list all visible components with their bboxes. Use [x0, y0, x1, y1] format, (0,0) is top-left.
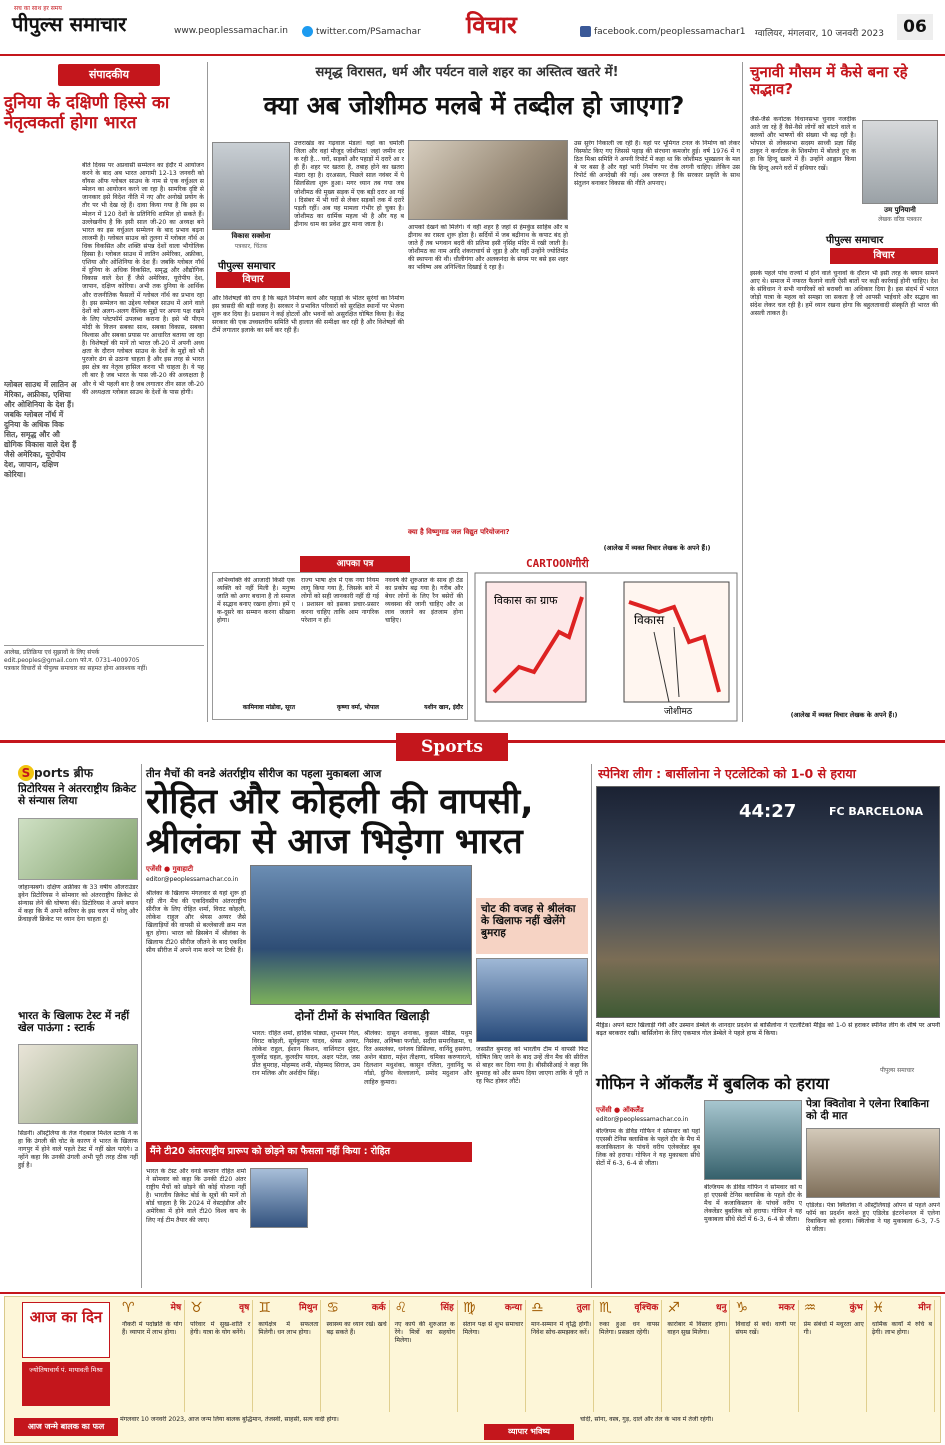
opinion-author-role: लेखक वरिष्ठ पत्रकार: [878, 216, 922, 223]
section-title: विचार: [466, 11, 517, 39]
zodiac-icon: ♑: [735, 1300, 749, 1316]
opinion-vichar-tag: विचार: [830, 248, 938, 264]
letter-3-author: यशीन खान, इंदौर: [424, 704, 463, 711]
goffin-photo: [704, 1100, 802, 1180]
letter-3: नववर्ष की शुरुआत के साथ ही ठंड का प्रकोप बढ़ गया है। गरीब और बेघर लोगों के लिए रैन बसेरों की व्यवस्था की जानी चाहिए और अलाव जलाने का इंतजाम होना चाहिए।: [385, 577, 463, 625]
rashi-text: रुका हुआ धन वापस मिलेगा। प्रसन्नता रहेगी।: [599, 1321, 660, 1337]
main-headline: क्या अब जोशीमठ मलबे में तब्दील हो जाएगा?: [263, 91, 685, 120]
author-role: पत्रकार, चिंतक: [234, 243, 268, 250]
page-number: 06: [897, 14, 933, 40]
aaj-ka-din-title: आज का दिन: [29, 1308, 103, 1326]
sports-lead: श्रीलंका के खिलाफ मंगलवार से यहां शुरू हो रही तीन मैच की एकदिवसीय अंतरराष्ट्रीय सीरीज के लिए रोहित शर्मा, विराट कोहली, लोकेश राहुल और श्रेयस अय्यर जैसे खिलाड़ियों की वापसी से बल्लेबाजी क्रम मजबूत होगा। भारत को ब्रिसबेन में श्रीलंका के खिलाफ टी20 सीरीज जीतने के बाद एकदिवसीय सीरीज में अपने नाम करने पर टिकी हैं।: [146, 890, 246, 954]
zodiac-icon: ♐: [667, 1300, 680, 1316]
rashi-text: नए कार्य की शुरुआत करेंगे। मित्रों का सहयोग मिलेगा।: [394, 1321, 455, 1345]
dateline: ग्वालियर, मंगलवार, 10 जनवरी 2023: [755, 29, 884, 39]
website-link[interactable]: www.peoplessamachar.in: [174, 26, 288, 36]
rashi-8: [597, 1300, 662, 1412]
cartoon-label-1: विकास का ग्राफ: [494, 594, 558, 607]
contact-title: आलेख, प्रतिक्रिया एवं सुझावों के लिए संपर्क: [4, 649, 100, 656]
main-kicker: समृद्ध विरासत, धर्म और पर्यटन वाले शहर का अस्तित्व खतरे में!: [315, 65, 619, 80]
rashi-text: नौकरी में पदोन्नति के योग हैं। व्यापार में लाभ होगा।: [122, 1321, 183, 1337]
rashi-3: [256, 1300, 321, 1412]
rashi-text: कार्यक्षेत्र में सफलता मिलेगी। धन लाभ होगा।: [258, 1321, 319, 1337]
editorial-contact: [4, 645, 204, 673]
rashi-text: कारोबार में विस्तार होगा। वाहन सुख मिलेगा।: [667, 1321, 728, 1337]
goffin-email[interactable]: editor@peoplessamachar.co.in: [596, 1116, 689, 1123]
laliga-caption: मैड्रिड। अपने स्टार खिलाड़ी गेवी और उस्मान डेम्बेले के शानदार प्रदर्शन से बार्सिलोना ने एटलेटिको मैड्रिड को 1-0 से हराकर स्पेनिश लीग के शीर्ष पर अपनी बढ़त बरकरार रखी। बार्सिलोना के लिए एकमात्र गोल डेम्बेले ने पहले हाफ में किया।: [596, 1022, 940, 1038]
bumrah-headline: चोट की वजह से श्रीलंका के खिलाफ नहीं खेलेंगे बुमराह: [481, 903, 576, 940]
rashi-name: कर्क: [371, 1303, 386, 1313]
petra-photo: [806, 1128, 940, 1198]
disclaimer: पत्रकार विचारों से पीपुल्स समाचार का सहमत होना आवश्यक नहीं।: [4, 665, 148, 672]
score-clock: 44:27: [739, 801, 797, 822]
zodiac-icon: ♒: [803, 1300, 817, 1316]
zodiac-icon: ♉: [190, 1300, 203, 1316]
main-note: (आलेख में व्यक्त विचार लेखक के अपने हैं।): [603, 544, 711, 552]
rashi-10: [734, 1300, 799, 1412]
main-vichar-logo: पीपुल्स समाचार: [218, 261, 276, 272]
letter-2: राज्य भाषा क्षेत्र में एक नया नियम लागू किया गया है, जिसके बारे में लोगों को सही जानकारी नहीं दी गई। प्रशासन को इसका प्रचार-प्रसार करना चाहिए ताकि आम नागरिक परेशान न हों।: [301, 577, 379, 625]
main-photo: [408, 140, 568, 220]
facebook-link[interactable]: facebook.com/peoplessamachar1: [580, 26, 746, 37]
main-col3: आपको देखने को मिलेंगे। ये वही शहर है जहां से हेमकुंड साहिब और बद्रीनाथ का रास्ता शुरू होता है। सर्दियों में जब बद्रीनाथ के कपाट बंद हो जाते हैं तब भगवान बदरी की प्रतिमा इसी नृसिंह मंदिर में रखी जाती है। जोशीमठ का नाम आदि शंकराचार्य से जुड़ा है और यहीं उन्होंने ज्योतिर्मठ की स्थापना की थी। धौलीगंगा और अलकनंदा के संगम पर बसे इस शहर का भविष्य अब अनिश्चित दिखाई दे रहा है।: [408, 224, 568, 272]
brief2-text: सिडनी। ऑस्ट्रेलिया के तेज गेंदबाज मिशेल स्टार्क ने कहा कि उंगली की चोट के कारण वे भारत के खिलाफ नागपुर में होने वाले पहले टेस्ट में नहीं खेल पाएंगे। उन्होंने कहा कि उनकी उंगली अभी पूरी तरह ठीक नहीं हुई है।: [18, 1130, 138, 1170]
cartoon-title: CARTOONगीरी: [526, 557, 589, 570]
sports-email[interactable]: editor@peoplessamachar.co.in: [146, 876, 239, 883]
rashi-name: मिथुन: [299, 1303, 318, 1313]
zodiac-icon: ♓: [871, 1300, 885, 1316]
zodiac-icon: ♌: [394, 1300, 408, 1316]
rashifal-footer: मंगलवार 10 जनवरी 2023, आज जन्म लिया बालक बुद्धिमान, तेजस्वी, साहसी, सत्य वादी होगा।: [120, 1416, 339, 1423]
rashi-name: कुंभ: [849, 1303, 863, 1313]
main-vichar-tag: विचार: [216, 272, 290, 288]
rashi-text: संतान पक्ष से शुभ समाचार मिलेगा।: [462, 1321, 523, 1337]
india-xi: भारत: रोहित शर्मा, हार्दिक पांड्या, शुभमन गिल, विराट कोहली, सूर्यकुमार यादव, श्रेयस अय्यर, लोकेश राहुल, ईशान किशन, वाशिंगटन सुंदर, युजवेंद्र चहल, कुलदीप यादव, अक्षर पटेल, जसप्रीत बुमराह, मोहम्मद शमी, मोहम्मद सिराज, उमरान मलिक और अर्शदीप सिंह।: [252, 1030, 360, 1078]
rashi-11: [802, 1300, 867, 1412]
cartoon-label-2: विकास: [634, 613, 665, 627]
contact-email[interactable]: edit.peoples@gmail.com फो.न. 0731-4009705: [4, 657, 140, 664]
rashi-4: [325, 1300, 390, 1412]
editorial-sidebar: ग्लोबल साउथ में लातिन अमेरिका, अफ्रीका, एशिया और ओशिनिया के देश हैं। जबकि ग्लोबल नॉर्थ में दुनिया के अधिक विकसित, समृद्ध और औद्योगिक विकास वाले देश हैं जैसे अमेरिका, यूरोपीय देश, जापान, दक्षिण कोरिया।: [4, 380, 77, 479]
editorial-tag: संपादकीय: [58, 64, 160, 86]
opinion-col2: इसके पहले पांच राज्यों में होने वाले चुनावों के दौरान भी इसी तरह के बयान सामने आए थे। समाज में नफरत फैलाने वाली ऐसी बातों पर कड़ी कार्रवाई होनी चाहिए। देश के संविधान ने सभी नागरिकों को बराबरी का अधिकार दिया है। इस संदर्भ में भारत जोड़ो यात्रा के महत्व को समझा जा सकता है जो आपसी भाईचारे और सद्भाव का संदेश लेकर चल रही है। हमें ध्यान रखना होगा कि बहुलतावादी संस्कृति ही भारत की असली ताकत है।: [750, 270, 938, 318]
zodiac-icon: ♋: [326, 1300, 340, 1316]
main-col4: उस सुरंग निकाली जा रही है। यहां पर भूमिगत टनल के निर्माण को लेकर विस्फोट किए गए जिससे पहाड़ की संरचना कमजोर हुई। वर्ष 1976 में गठित मिश्रा समिति ने अपनी रिपोर्ट में कहा था कि जोशीमठ भूस्खलन के मलबे पर बसा है और यहां भारी निर्माण पर रोक लगनी चाहिए। लेकिन उस रिपोर्ट की अनदेखी की गई। अब जरूरत है कि सरकार प्रकृति के साथ संतुलन बनाकर विकास की नीति अपनाए।: [574, 140, 740, 188]
rashifal-signs: [120, 1300, 938, 1412]
zodiac-icon: ♎: [531, 1300, 544, 1316]
twitter-link[interactable]: twitter.com/PSamachar: [302, 26, 421, 37]
opinion-author-name: उम पुनियानी: [884, 206, 916, 214]
editorial-body: बीते दिवस पर अप्रवासी सम्मेलन का इंदौर में आयोजन करने के बाद अब भारत आगामी 12-13 जनवरी को वॉयस ऑफ ग्लोबल साउथ के नाम से एक वर्चुअल सम्मेलन का आयोजन करने जा रहा है। सामरिक दृष्टि से जानकार इसे विदेश नीति में नए और अनोखे प्रयोग के तौर पर भी देख रहे हैं। दावा किया गया है कि इस सम्मेलन में 120 देशों के प्रतिनिधि शामिल हो सकते हैं। उल्लेखनीय है कि इसी साल जी-20 का अध्यक्ष बने भारत का इस वर्चुअल सम्मेलन के बाद प्रभाव बढ़ना लाजमी है। ग्लोबल साउथ को तुलना में ग्लोबल नॉर्थ अधिक विकसित और शक्ति संपन्न देशों वाला भौगोलिक हिस्सा है। ग्लोबल साउथ में लातिन अमेरिका, अफ्रीका, एशिया और ओशिनिया के देश हैं। जबकि ग्लोबल नॉर्थ में दुनिया के अधिक विकसित, समृद्ध और औद्योगिक विकास वाले देश हैं जैसे अमेरिका, यूरोपीय देश, जापान, दक्षिण कोरिया। अभी तक दुनिया के आर्थिक और राजनीतिक फैसलों में ग्लोबल नॉर्थ का प्रभाव रहा है। इस सम्मेलन का उद्देश्य ग्लोबल साउथ में आने वाले देशों को अलग-अलग वैश्विक मुद्दों पर अपना पक्ष रखने के लिए प्लेटफॉर्म उपलब्ध कराना है। इसे भी पीएम मोदी के विजन सबका साथ, सबका विकास, सबका विश्वास और सबका प्रयास पर आधारित बताया जा रहा है। विशेषज्ञों की मानें तो भारत जी-20 में अपनी अध्यक्षता के दौरान ग्लोबल साउथ के देशों के मुद्दों को भी पुरजोर ढंग से उठाना चाहता है और इस तरह से भारत इस क्षेत्र का नेतृत्व हासिल करना भी चाहता है। ये पहली बार है जब भारत के पास जी-20 की अध्यक्षता है और ये भी पहली बार है जब लगातार तीन साल जी-20 की अध्यक्षता ग्लोबल साउथ के देशों के पास होगी।: [82, 162, 204, 396]
letter-1: अभिव्यक्ति की आजादी किसी एक व्यक्ति को नहीं मिली है। मनुष्य जाति को अगर बचाना है तो समाज में सद्भाव बनाए रखना होगा। हमें एक-दूसरे का सम्मान करना सीखना होगा।: [217, 577, 295, 625]
author-name: विकास सक्सेना: [231, 232, 271, 240]
rashi-text: विवादों से बचें। वाणी पर संयम रखें।: [735, 1321, 796, 1337]
kids-label: आज जन्मे बालक का फल: [14, 1418, 118, 1436]
team-photo: [250, 865, 472, 1005]
aaj-ka-din: [22, 1302, 110, 1358]
rashi-name: सिंह: [440, 1303, 454, 1313]
bumrah-text: जसप्रीत बुमराह को भारतीय टीम में वापसी फिट घोषित किए जाने के बाद उन्हें तीन मैच की सीरीज से बाहर कर दिया गया है। बीसीसीआई ने कहा कि बुमराह को और समय दिया जाएगा ताकि वे पूरी तरह फिट होकर लौटें।: [476, 1046, 588, 1086]
probables-title: दोनों टीमों के संभावित खिलाड़ी: [294, 1009, 430, 1023]
opinion-headline: चुनावी मौसम में कैसे बना रहे सद्भाव?: [750, 63, 908, 99]
opinion-logo: पीपुल्स समाचार: [826, 235, 884, 246]
zodiac-icon: ♈: [122, 1300, 135, 1316]
zodiac-icon: ♏: [599, 1300, 612, 1316]
panchang-box: ज्योतिषाचार्य पं. मायावती मिश्रा: [22, 1362, 110, 1406]
sports-byline: एजेंसी ● गुवाहाटी: [146, 865, 194, 873]
brief1-text: जोहान्सबर्ग। दक्षिण अफ्रीका के 33 वर्षीय ऑलराउंडर ड्वेन प्रिटोरियस ने सोमवार को अंतरराष्ट्रीय क्रिकेट से संन्यास लेने की घोषणा की। प्रिटोरियस ने अपने बयान में कहा कि मैं अपने करियर के इस चरण में घरेलू और फ्रेंचाइजी क्रिकेट पर ध्यान देना चाहता हूं।: [18, 884, 138, 924]
rashi-text: प्रेम संबंधों में मधुरता आएगी।: [803, 1321, 864, 1337]
main-col3-sub: क्या है विष्णुगाड जल विद्युत परियोजना?: [408, 528, 510, 536]
rashi-name: कन्या: [504, 1303, 522, 1313]
goffin-byline: एजेंसी ● ऑकलैंड: [596, 1106, 644, 1114]
brief1-photo: [18, 818, 138, 880]
rashi-5: [393, 1300, 458, 1412]
rashi-12: [870, 1300, 935, 1412]
main-col1: उत्तराखंड का गढ़वाल मंडल! यहां का चमोली जिला और वहां मौजूद जोशीमठ! जहां जमीन दरक रही है... घरों, सड़कों और पहाड़ों में दरारें आ रही हैं। शहर पर खतरा है, तबाह होने का खतरा मंडरा रहा है। दरअसल, पिछले साल नवंबर में ये सिलसिला शुरू हुआ। मगर ध्यान तब गया जब जोशीमठ की मुख्य सड़क में एक बड़ी दरार आ गई। दिसंबर में भी घरों से लेकर सड़कों तक में दरारें पड़ती रहीं। अब यह मामला गंभीर हो चुका है। जोशीमठ का धार्मिक महत्व भी है और यह बद्रीनाथ धाम का प्रवेश द्वार माना जाता है।: [294, 140, 404, 228]
sports-kicker: तीन मैचों की वनडे अंतर्राष्ट्रीय सीरीज का पहला मुकाबला आज: [146, 768, 382, 780]
rashi-text: परिवार में सुख-शांति रहेगी। यात्रा के योग बनेंगे।: [190, 1321, 251, 1337]
rohit-headline: मैंने टी20 अंतरराष्ट्रीय प्रारूप को छोड़ने का फैसला नहीं किया : रोहित: [150, 1146, 391, 1157]
sports-s-icon: S: [18, 765, 34, 781]
zodiac-icon: ♍: [462, 1300, 476, 1316]
rashi-name: वृष: [239, 1303, 250, 1313]
letters-box: [212, 572, 468, 720]
brief1-headline: प्रिटोरियस ने अंतरराष्ट्रीय क्रिकेट से संन्यास लिया: [18, 783, 137, 808]
brief2-photo: [18, 1044, 138, 1124]
srilanka-xi: श्रीलंका: दासुन शनाका, कुसल मेंडिस, पथुम निसंका, अविष्का फर्नांडो, सदीरा समरविक्रमा, चरित असलंका, धनंजय डिसिल्वा, वानिंदु हसरंगा, अशेन बंडारा, महेश तीक्षणा, चमिका करुणारत्ने, दिलशान मधुशंका, कासुन रजिता, नुवानिंदु फर्नांडो, दुनिथ वेल्लालागे, प्रमोद मदुशान और लाहिरु कुमारा।: [364, 1030, 472, 1086]
rohit-photo: [250, 1168, 308, 1228]
photo-credit: पीपुल्स समाचार: [880, 1067, 915, 1074]
zodiac-icon: ♊: [258, 1300, 271, 1316]
laliga-headline: स्पेनिश लीग : बार्सीलोना ने एटलेटिको को 1-0 से हराया: [598, 767, 856, 781]
sports-brief-title: S ports ब्रीफ: [18, 764, 93, 781]
sports-headline: रोहित और कोहली की वापसी, श्रीलंका से आज भिड़ेगा भारत: [146, 782, 534, 862]
author-photo: [212, 142, 290, 230]
rohit-text: भारत के टेस्ट और वनडे कप्तान रोहित शर्मा ने सोमवार को कहा कि उनकी टी20 अंतरराष्ट्रीय मैचों को छोड़ने की कोई योजना नहीं है। भारतीय क्रिकेट बोर्ड के सूत्रों की मानें तो बोर्ड चाहता है कि 2024 में वेस्टइंडीज और अमेरिका में होने वाले टी20 विश्व कप के लिए नई टीम तैयार की जाए।: [146, 1168, 246, 1224]
rashi-1: [120, 1300, 185, 1412]
laliga-photo: [596, 786, 940, 1018]
opinion-col1: जैसे-जैसे कर्नाटक विधानसभा चुनाव नजदीक आते जा रहे हैं वैसे-वैसे लोगों को बांटने वाले वक्तव्यों और भाषणों की संख्या भी बढ़ रही है। भोपाल से लोकसभा सदस्य साध्वी प्रज्ञा सिंह ठाकुर ने कर्नाटक के शिवमोगा में बोलते हुए कहा कि हिन्दू खतरे में हैं। उन्होंने आह्वान किया कि हिन्दू अपने घरों में हथियार रखें।: [750, 116, 856, 172]
rashi-9: [665, 1300, 730, 1412]
rashi-name: मेष: [170, 1303, 182, 1313]
opinion-author-photo: [862, 120, 938, 204]
brief2-headline: भारत के खिलाफ टेस्ट में नहीं खेल पाऊंगा : स्टार्क: [18, 1010, 130, 1035]
rashi-text: धार्मिक कार्यों में रुचि बढ़ेगी। लाभ होगा।: [871, 1321, 932, 1337]
rashi-name: धनु: [715, 1303, 727, 1313]
rashi-name: तुला: [576, 1303, 591, 1313]
goffin-text-2: बेल्जियम के डेविड गोफिन ने सोमवार को यहां एएसबी टेनिस क्लासिक के पहले दौर के मैच में कजाकिस्तान के पांचवें वरीय एलेक्जेंडर बुबलिक को हराया। गोफिन ने यह मुकाबला सीधे सेटों में 6-3, 6-4 से जीता।: [704, 1184, 802, 1224]
sports-banner: Sports: [396, 733, 508, 761]
main-col2: और विशेषज्ञों की राय है कि बढ़ते निर्माण कार्य और पहाड़ों के भीतर सुरंगों का निर्माण इस त्रासदी की बड़ी वजह है। सरकार ने प्रभावित परिवारों को सुरक्षित स्थानों पर भेजना शुरू कर दिया है। प्रशासन ने कई होटलों और भवनों को असुरक्षित घोषित किया है। केंद्र सरकार की एक उच्चस्तरीय समिति भी हालात की समीक्षा कर रही है और विशेषज्ञों की टीमें लगातार इलाके का सर्वे कर रही हैं।: [212, 295, 404, 335]
letter-2-author: कृष्णा वर्मा, भोपाल: [336, 704, 379, 711]
rashi-name: मकर: [778, 1303, 795, 1313]
petra-text: एडिलेड। पेत्रा क्वितोवा ने ऑस्ट्रेलियाई ओपन से पहले अपने फॉर्म का प्रदर्शन करते हुए एडिलेड इंटरनेशनल में एलेना रिबाकिना को हराया। क्वितोवा ने यह मुकाबला 6-3, 7-5 से जीता।: [806, 1202, 940, 1234]
bumrah-box: [476, 898, 588, 954]
cartoon-graphic: [474, 572, 738, 722]
letter-1-author: कामिनावा मांडोवा, सूरत: [242, 704, 295, 711]
opinion-note: (आलेख में व्यक्त विचार लेखक के अपने हैं।): [790, 711, 898, 719]
rashi-text: स्वास्थ्य का ध्यान रखें। खर्च बढ़ सकते हैं।: [326, 1321, 387, 1337]
masthead-logo: पीपुल्स समाचार: [12, 12, 127, 36]
rashi-name: वृश्चिक: [634, 1303, 659, 1313]
petra-headline: पेत्रा क्वितोवा ने एलेना रिबाकिना को दी मात: [806, 1098, 930, 1123]
goffin-headline: गोफिन ने ऑकलैंड में बुबलिक को हराया: [596, 1074, 830, 1093]
editorial-headline: दुनिया के दक्षिणी हिस्से का नेतृत्वकर्ता होगा भारत: [4, 93, 170, 133]
rashi-name: मीन: [918, 1303, 931, 1313]
rashi-6: [461, 1300, 526, 1412]
goffin-text: बेल्जियम के डेविड गोफिन ने सोमवार को यहां एएसबी टेनिस क्लासिक के पहले दौर के मैच में कजाकिस्तान के पांचवें वरीय एलेक्जेंडर बुबलिक को हराया। गोफिन ने यह मुकाबला सीधे सेटों में 6-3, 6-4 से जीता।: [596, 1128, 700, 1168]
rashi-2: [188, 1300, 253, 1412]
bumrah-photo: [476, 958, 588, 1042]
twitter-icon: [302, 26, 313, 37]
score-team: FC BARCELONA: [829, 805, 924, 818]
rohit-headline-bar: [146, 1142, 472, 1162]
rashi-text: मान-सम्मान में वृद्धि होगी। निवेश सोच-समझकर करें।: [531, 1321, 592, 1337]
masthead-logo-sub: सच का साथ हर समय: [14, 5, 62, 12]
rashi-7: [529, 1300, 594, 1412]
cartoon-label-3: जोशीमठ: [664, 707, 693, 717]
masthead: [0, 0, 945, 56]
bhavishya-label: व्यापार भविष्य: [484, 1424, 574, 1440]
bhavishya-text: चांदी, सोना, वस्त्र, गुड़, दालें और तेल के भाव में तेजी रहेगी।: [580, 1416, 714, 1423]
letters-title: आपका पत्र: [300, 556, 410, 572]
facebook-icon: [580, 26, 591, 37]
